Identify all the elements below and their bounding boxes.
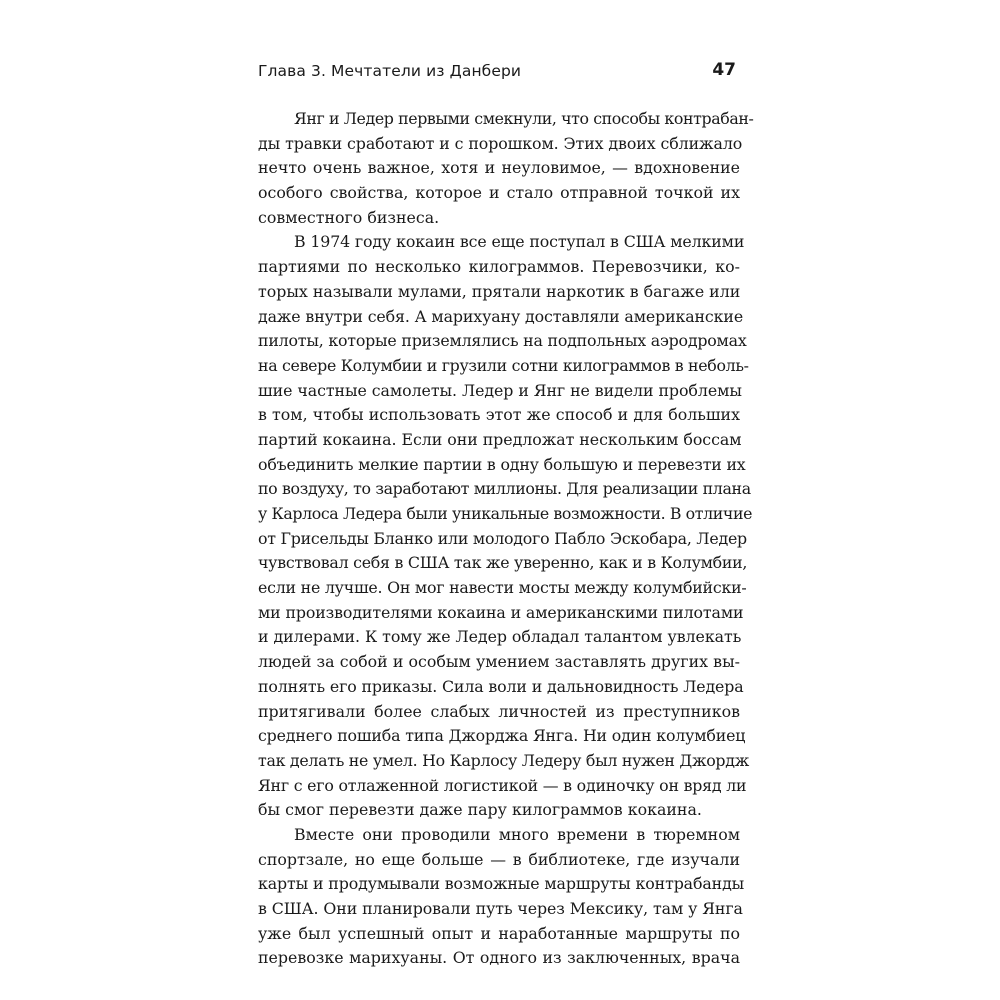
text-line: если не лучше. Он мог навести мосты между колумбийски- [258,578,747,598]
text-line: в США. Они планировали путь через Мексику, там у Янга [258,899,743,918]
text-line: объединить мелкие партии в одну большую и перевезти их [258,454,746,474]
text-line: в том, чтобы использовать этот же способ и для больших [258,405,740,425]
text-line: чувствовал себя в США так же уверенно, как и в Колумбии, [258,553,748,573]
text-line: по воздуху, то заработают миллионы. Для реализации плана [258,479,751,499]
paragraph-2 [258,230,753,823]
text-line: Янг и Ледер первыми смекнули, что способы контрабан- [294,109,754,128]
text-line: партий кокаина. Если они предложат нескольким боссам [258,429,742,449]
text-line: партиями по несколько килограммов. Перевозчики, ко- [258,257,740,277]
text-line: от Грисельды Бланко или молодого Пабло Эскобара, Ледер [258,528,747,548]
text-line: торых называли мулами, прятали наркотик в багаже или [258,281,741,301]
running-header [258,60,740,84]
text-line: Вместе они проводили много времени в тюремном [294,824,740,844]
text-line: даже внутри себя. А марихуану доставляли американские [258,306,744,326]
text-line: В 1974 году кокаин все еще поступал в США мелкими [294,232,745,252]
text-line: спортзале, но еще больше — в библиотеке, где изучали [258,849,740,869]
text-line: так делать не умел. Но Карлосу Ледеру был нужен Джордж [258,750,749,770]
body-text [258,107,754,971]
paragraph-3 [258,823,745,971]
text-line: бы смог перевезти даже пару килограммов кокаина. [258,800,702,820]
text-line: шие частные самолеты. Ледер и Янг не видели проблемы [258,380,742,400]
text-line: уже был успешный опыт и наработанные маршруты по [258,923,740,943]
text-line: Янг с его отлаженной логистикой — в одиночку он вряд ли [258,775,747,795]
text-line: среднего пошиба типа Джорджа Янга. Ни один колумбиец [258,726,746,746]
text-line: особого свойства, которое и стало отправной точкой их [258,183,740,203]
text-line: нечто очень важное, хотя и неуловимое, — вдохновение [258,158,740,178]
chapter-title: Глава 3. Мечтатели из Данбери [258,62,522,80]
text-line: полнять его приказы. Сила воли и дальновидность Ледера [258,676,744,696]
text-line: на севере Колумбии и грузили сотни килограммов в неболь- [258,355,749,375]
text-line: ми производителями кокаина и американскими пилотами [258,602,744,622]
page-number: 47 [712,60,736,80]
text-line: притягивали более слабых личностей из преступников [258,701,740,721]
text-line: карты и продумывали возможные маршруты контрабанды [258,874,745,894]
text-line: перевозке марихуаны. От одного из заключенных, врача [258,948,740,968]
text-line: пилоты, которые приземлялись на подпольных аэродромах [258,331,747,351]
text-line: у Карлоса Ледера были уникальные возможности. В отличие [258,504,753,523]
text-line: ды травки сработают и с порошком. Этих двоих сближало [258,133,743,153]
text-line: людей за собой и особым умением заставлять других вы- [258,652,740,672]
text-line: совместного бизнеса. [258,207,440,227]
paragraph-1 [258,107,754,230]
text-line: и дилерами. К тому же Ледер обладал талантом увлекать [258,627,742,647]
